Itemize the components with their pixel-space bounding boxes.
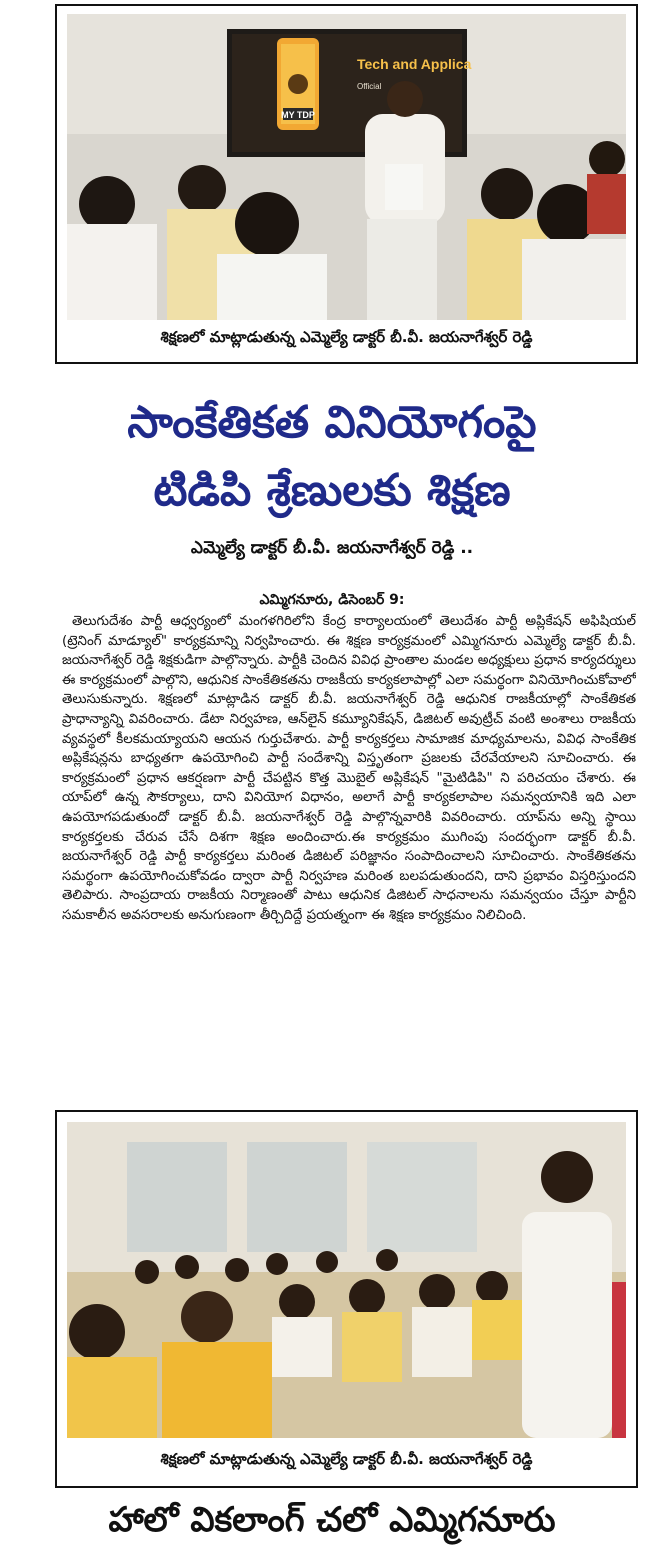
dateline: ఎమ్మిగనూరు, డిసెంబర్ 9: <box>259 592 405 608</box>
article-body: తెలుగుదేశం పార్టీ ఆధ్వర్యంలో మంగళగిరిలోని కేంద్ర కార్యాలయంలో తెలుదేశం పార్టీ అప్లికేషన్ అఫిషియల్ (ట్రెనింగ్ మాడ్యూల్" కార్యక్రమాన్ని నిర్వహించారు. ఈ శిక్షణ కార్యక్రమంలో ఎమ్మిగనూరు ఎమ్మెల్యే డాక్టర్ బీ.వీ. జయనాగేశ్వర్ రెడ్డి శిక్షకుడిగా పాల్గొన్నారు. పార్టీకి చెందిన వివిధ ప్రాంతాల మండల అధ్యక్షులు ప్రధాన కార్యదర్శులు ఈ కార్యక్రమంలో పాల్గొని, ఆధునిక సాంకేతికతను రాజకీయ కార్యకలాపాల్లో ఎలా సమర్థంగా వినియోగించుకోవాలో తెలుసుకున్నారు. శిక్షణలో మాట్లాడిన డాక్టర్ బీ.వీ. జయనాగేశ్వర్ రెడ్డి ఆధునిక రాజకీయాల్లో సాంకేతికత ప్రాధాన్యాన్ని వివరించారు. డేటా నిర్వహణ, ఆన్‌లైన్ కమ్యూనికేషన్, డిజిటల్ అవుట్రీచ్ వంటి అంశాలు రాజకీయ వ్యవస్థలో కీలకమయ్యాయని ఆయన గుర్తుచేశారు. పార్టీ కార్యకర్తలు సామాజిక మాధ్యమాలను, వివిధ సాంకేతిక అప్లికేషన్లను బాధ్యతగా ఉపయోగించి పార్టీ సందేశాన్ని విస్తృతంగా ప్రజలకు చేరవేయాలని సూచించారు. ఈ కార్యక్రమంలో ప్రధాన ఆకర్షణగా పార్టీ చేపట్టిన కొత్త మొబైల్ అప్లికేషన్ "మైటిడిపి" ని పరిచయం చేశారు. ఈ యాప్‌లో ఉన్న సౌకర్యాలు, దాని వినియోగ విధానం, అలాగే పార్టీ కార్యకలాపాల సమన్వయానికి ఇది ఎలా ఉపయోగపడుతుందో డాక్టర్ బీ.వీ. జయనాగేశ్వర్ రెడ్డి పాల్గొన్నవారికి వివరించారు. యాప్‌ను అన్ని స్థాయి కార్యకర్తలకు చేరువ చేసే దిశగా శిక్షణ అందించారు.ఈ కార్యక్రమం ముగింపు సందర్భంగా డాక్టర్ బీ.వీ. జయనాగేశ్వర్ రెడ్డి పార్టీ కార్యకర్తలు మరింత డిజిటల్ పరిజ్ఞానం సంపాదించాలని సూచించారు. సాంకేతికతను సమర్థంగా ఉపయోగించుకోవడం ద్వారా పార్టీ నిర్వహణ మరింత బలపడుతుందని, దాని ప్రభావం విస్తరిస్తుందని తెలిపారు. సాంప్రదాయ రాజకీయ నిర్మాణంతో పాటు ఆధునిక డిజిటల్ సాధనాలను సమన్వయం చేస్తూ పార్టీని సమకాలీన అవసరాలకు అనుగుణంగా తీర్చిదిద్దే ప్రయత్నంగా ఈ శిక్షణ కార్యక్రమం నిలిచింది. <box>62 614 636 923</box>
classroom-photo-illustration <box>67 14 626 320</box>
top-photo-frame <box>55 4 638 364</box>
byline: ఎమ్మెల్యే డాక్టర్ బీ.వీ. జయనాగేశ్వర్ రెడ్డి .. <box>190 538 474 558</box>
photo-caption: శిక్షణలో మాట్లాడుతున్న ఎమ్మెల్యే డాక్టర్ బీ.వీ. జయనాగేశ్వర్ రెడ్డి <box>160 328 533 346</box>
bottom-photo <box>67 1122 626 1438</box>
standing-speaker <box>522 1212 612 1438</box>
bottom-photo-frame <box>55 1110 638 1488</box>
photo-caption-2: శిక్షణలో మాట్లాడుతున్న ఎమ్మెల్యే డాక్టర్ బీ.వీ. జయనాగేశ్వర్ రెడ్డి <box>160 1450 533 1468</box>
svg-text:Official: Official <box>357 82 382 91</box>
top-photo <box>67 14 626 320</box>
headline-line-1: సాంకేతికత వినియోగంపై <box>127 397 537 448</box>
next-article-headline: హాలో వికలాంగ్ చలో ఎమ్మిగనూరు <box>108 1500 556 1540</box>
audience-photo-illustration <box>67 1122 626 1438</box>
headline-line-2: టిడిపి శ్రేణులకు శిక్షణ <box>153 465 511 516</box>
svg-text:MY TDP: MY TDP <box>281 110 315 120</box>
svg-text:Tech and Applica: Tech and Applica <box>357 56 472 72</box>
